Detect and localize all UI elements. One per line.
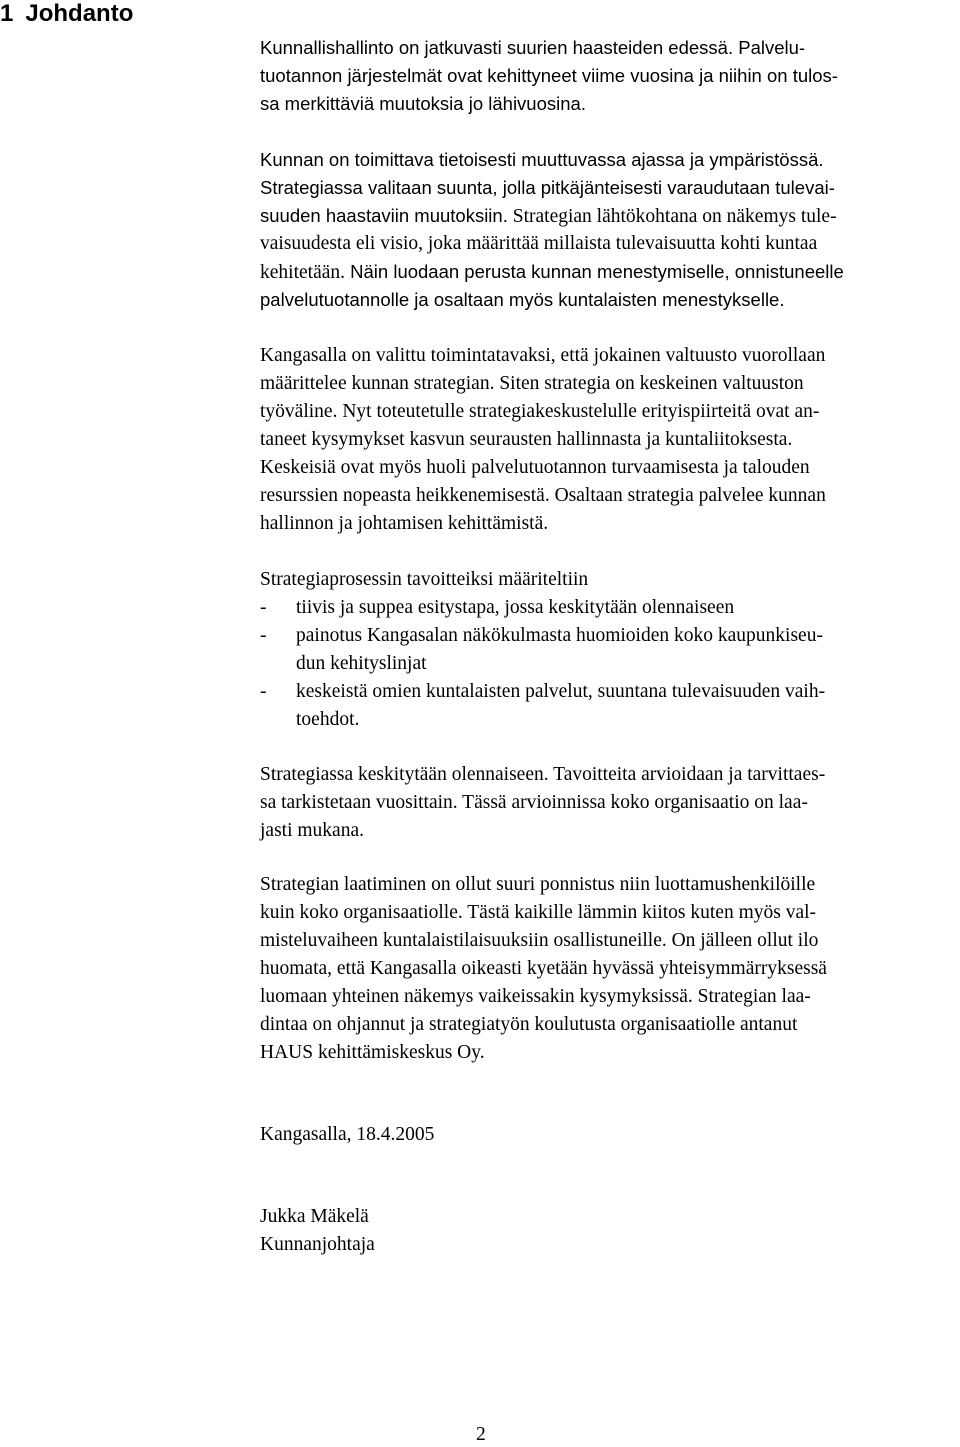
- text-line: Kunnan on toimittava tietoisesti muuttuvassa ajassa ja ympäristössä.: [260, 149, 824, 170]
- page-number: 2: [476, 1424, 486, 1445]
- section-number: 1: [0, 0, 14, 27]
- list-dash: -: [260, 625, 267, 646]
- place-date: Kangasalla, 18.4.2005: [260, 1124, 435, 1145]
- section-title: Johdanto: [25, 0, 134, 27]
- text-line: kuin koko organisaatiolle. Tästä kaikille lämmin kiitos kuten myös val-: [260, 902, 817, 923]
- text-line: Keskeisiä ovat myös huoli palvelutuotannon turvaamisesta ja talouden: [260, 457, 810, 478]
- text-line: painotus Kangasalan näkökulmasta huomioiden koko kaupunkiseu-: [296, 625, 823, 646]
- text-span: Strategian lähtökohtana on näkemys tule-: [507, 206, 837, 227]
- text-line: Strategiassa keskitytään olennaiseen. Tavoitteita arvioidaan ja tarvittaes-: [260, 764, 826, 785]
- text-line: [260, 258, 844, 287]
- text-line: tiivis ja suppea esitystapa, jossa keskitytään olennaiseen: [296, 597, 735, 618]
- text-line: resurssien nopeasta heikkenemisestä. Osaltaan strategia palvelee kunnan: [260, 485, 826, 506]
- text-line: dintaa on ohjannut ja strategiatyön koulutusta organisaatiolle antanut: [260, 1014, 798, 1035]
- signatory-name: Jukka Mäkelä: [260, 1206, 369, 1227]
- text-line: vaisuudesta eli visio, joka määrittää millaista tulevaisuutta kohti kuntaa: [260, 233, 818, 254]
- text-line: toehdot.: [296, 709, 360, 730]
- text-line: Kangasalla on valittu toimintatavaksi, että jokainen valtuusto vuorollaan: [260, 345, 826, 366]
- text-line: Strategian laatiminen on ollut suuri ponnistus niin luottamushenkilöille: [260, 874, 816, 895]
- text-line: misteluvaiheen kuntalaistilaisuuksiin osallistuneille. On jälleen ollut ilo: [260, 930, 819, 951]
- text-line: [260, 202, 837, 231]
- text-line: Strategiassa valitaan suunta, jolla pitkäjänteisesti varaudutaan tulevai-: [260, 177, 835, 198]
- text-line: HAUS kehittämiskeskus Oy.: [260, 1042, 485, 1063]
- text-span: kehitetään.: [260, 262, 345, 283]
- text-span: Näin luodaan perusta kunnan menestymiselle, onnistuneelle: [345, 261, 844, 282]
- text-line: Kunnallishallinto on jatkuvasti suurien haasteiden edessä. Palvelu-: [260, 37, 806, 58]
- text-line: hallinnon ja johtamisen kehittämistä.: [260, 513, 549, 534]
- text-line: työväline. Nyt toteutetulle strategiakeskustelulle erityispiirteitä ovat an-: [260, 401, 820, 422]
- section-heading: [0, 0, 133, 30]
- text-line: määrittelee kunnan strategian. Siten strategia on keskeinen valtuuston: [260, 373, 804, 394]
- list-dash: -: [260, 597, 267, 618]
- text-line: tuotannon järjestelmät ovat kehittyneet viime vuosina ja niihin on tulos-: [260, 65, 838, 86]
- text-line: luomaan yhteinen näkemys vaikeissakin kysymyksissä. Strategian laa-: [260, 986, 811, 1007]
- signatory-title: Kunnanjohtaja: [260, 1234, 375, 1255]
- text-line: sa merkittäviä muutoksia jo lähivuosina.: [260, 93, 586, 114]
- text-line: keskeistä omien kuntalaisten palvelut, suuntana tulevaisuuden vaih-: [296, 681, 826, 702]
- text-line: sa tarkistetaan vuosittain. Tässä arvioinnissa koko organisaatio on laa-: [260, 792, 808, 813]
- text-line: palvelutuotannolle ja osaltaan myös kuntalaisten menestykselle.: [260, 289, 785, 310]
- text-span: suuden haastaviin muutoksiin.: [260, 205, 508, 226]
- list-dash: -: [260, 681, 267, 702]
- text-line: jasti mukana.: [260, 820, 364, 841]
- list-intro: Strategiaprosessin tavoitteiksi määriteltiin: [260, 569, 589, 590]
- text-line: huomata, että Kangasalla oikeasti kyetään hyvässä yhteisymmärryksessä: [260, 958, 827, 979]
- text-line: dun kehityslinjat: [296, 653, 427, 674]
- text-line: taneet kysymykset kasvun seurausten hallinnasta ja kuntaliitoksesta.: [260, 429, 793, 450]
